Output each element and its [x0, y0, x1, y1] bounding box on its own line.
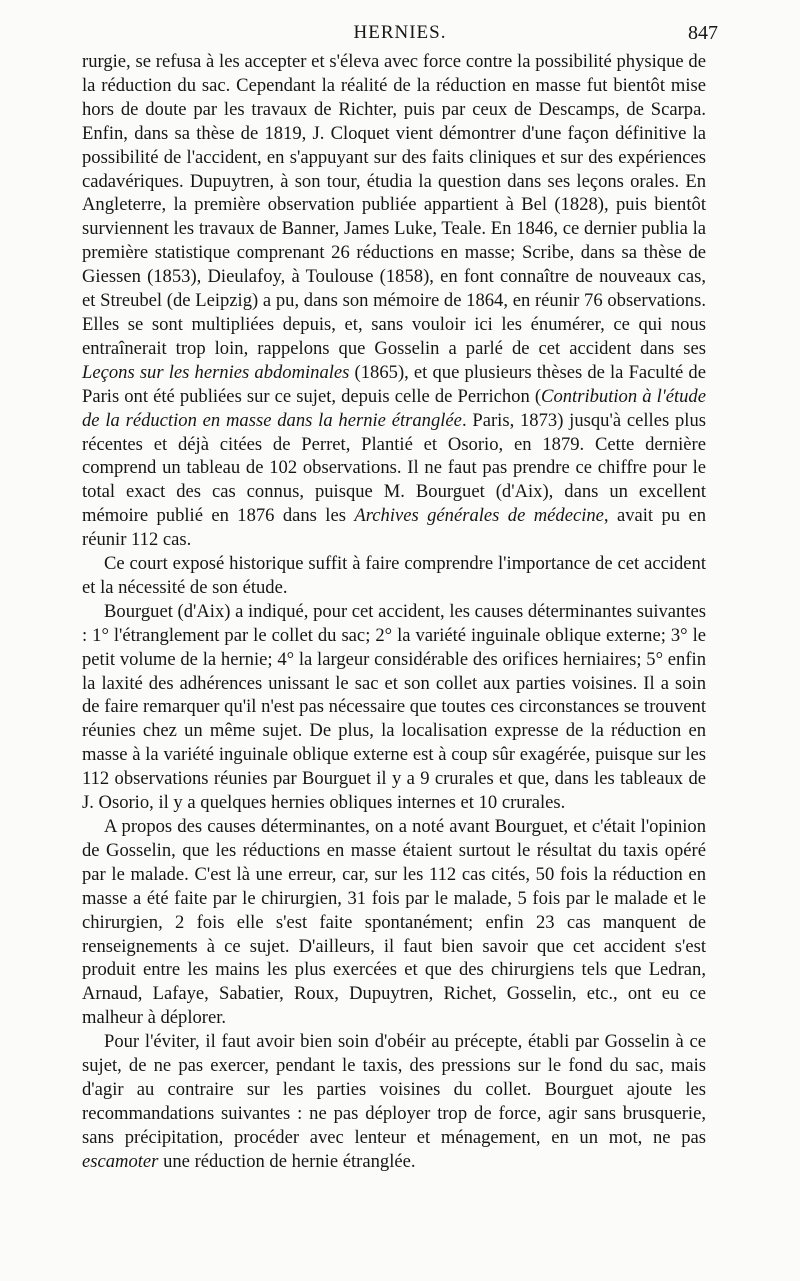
paragraph-text: une réduction de hernie étranglée. — [158, 1150, 416, 1172]
paragraph-causes — [82, 600, 706, 815]
italic-title: Leçons sur les hernies abdominales — [82, 361, 350, 383]
italic-title: Archives générales de médecine — [354, 505, 604, 527]
paragraph-text: , avait pu en réunir 112 cas. — [82, 505, 707, 551]
running-head — [82, 22, 718, 48]
paragraph-text: Bourguet (d'Aix) a indiqué, pour cet accident, les causes déterminantes suivantes : 1° l'étranglement par le collet du sac; 2° la variété inguinale oblique externe; 3° le petit volume de la hernie; 4° la largeur considérable des orifices herniaires; 5° enfin la laxité des adhérences unissant le sac et son collet aux parties voisines. Il a soin de faire remarquer qu'il n'est pas nécessaire que toutes ces circonstances se trouvent réunies chez un même sujet. De plus, la localisation expresse de la réduction en masse à la variété inguinale oblique externe est à coup sûr exagérée, puisque sur les 112 observations réunies par Bourguet il y a 9 crurales et que, dans les tableaux de J. Osorio, il y a quelques hernies obliques internes et 10 crurales. — [82, 600, 706, 814]
paragraph-text: A propos des causes déterminantes, on a noté avant Bourguet, et c'était l'opinion de Gosselin, que les réductions en masse étaient surtout le résultat du taxis opéré par le malade. C'est là une erreur, car, sur les 112 cas cités, 50 fois la réduction en masse a été faite par le chirurgien, 31 fois par le malade, 5 fois par le malade et le chirurgien, 2 fois elle s'est faite spontanément; enfin 23 cas manquent de renseignements à ce sujet. D'ailleurs, il faut bien savoir que cet accident s'est produit entre les mains les plus exercées et que des chirurgiens tels que Ledran, Arnaud, Lafaye, Sabatier, Roux, Dupuytren, Richet, Gosselin, etc., ont eu ce malheur à déplorer. — [82, 816, 706, 1029]
running-title: HERNIES. — [353, 22, 447, 43]
paragraph-text: Ce court exposé historique suffit à faire comprendre l'importance de cet accident et la nécessité de son étude. — [82, 553, 706, 598]
paragraph-text: (1865), et que plusieurs thèses de la Faculté de Paris ont été publiées sur ce sujet, depuis celle de Perrichon ( — [82, 361, 706, 407]
paragraph-determinants — [82, 815, 706, 1030]
paragraph-text: . Paris, 1873) jusqu'à celles plus récentes et déjà citées de Perret, Plantié et Osorio, en 1879. Cette dernière comprend un tableau de 102 observations. Il ne faut pas prendre ce chiffre pour le total exact des cas connus, puisque M. Bourguet (d'Aix), dans un excellent mémoire publié en 1876 dans les — [82, 409, 706, 527]
paragraph-summary — [82, 552, 706, 600]
body-text — [82, 50, 706, 1174]
italic-word: escamoter — [82, 1150, 159, 1172]
italic-title: Contribution à l'étude de la réduction en masse dans la hernie étranglée — [82, 385, 706, 431]
paragraph-history — [82, 50, 706, 552]
paragraph-text: Pour l'éviter, il faut avoir bien soin d'obéir au précepte, établi par Gosselin à ce sujet, de ne pas exercer, pendant le taxis, des pressions sur le fond du sac, mais d'agir au contraire sur les parties voisines du collet. Bourguet ajoute les recommandations suivantes : ne pas déployer trop de force, agir sans brusquerie, sans précipitation, procéder avec lenteur et ménagement, en un mot, ne pas — [82, 1031, 706, 1148]
paragraph-prevention — [82, 1030, 706, 1173]
paragraph-text: rurgie, se refusa à les accepter et s'éleva avec force contre la possibilité physique de la réduction du sac. Cependant la réalité de la réduction en masse fut bientôt mise hors de doute par les travaux de Richter, puis par ceux de Descamps, de Scarpa. Enfin, dans sa thèse de 1819, J. Cloquet vient démontrer d'une façon définitive la possibilité de l'accident, en s'appuyant sur des faits cliniques et sur des expériences cadavériques. Dupuytren, à son tour, étudia la question dans ses leçons orales. En Angleterre, la première observation publiée appartient à Bel (1828), puis bientôt surviennent les travaux de Banner, James Luke, Teale. En 1846, ce dernier publia la première statistique comprenant 26 réductions en masse; Scribe, dans sa thèse de Giessen (1853), Dieulafoy, à Toulouse (1858), en font connaître de nouveaux cas, et Streubel (de Leipzig) a pu, dans son mémoire de 1864, en réunir 76 observations. Elles se sont multipliées depuis, et, sans vouloir ici les énumérer, ce qui nous entraînerait trop loin, rappelons que Gosselin a parlé de cet accident dans ses — [82, 51, 706, 359]
page-number: 847 — [688, 22, 718, 44]
